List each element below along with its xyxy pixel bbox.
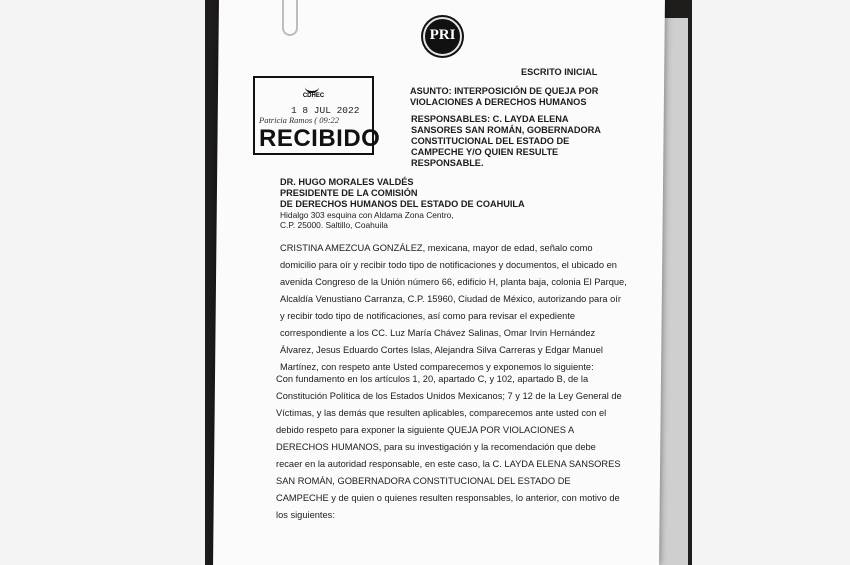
paragraph-line: CRISTINA AMEZCUA GONZÁLEZ, mexicana, mayor de edad, señalo como: [280, 243, 593, 253]
paragraph-line: Martínez, con respeto ante Usted comparecemos y exponemos lo siguiente:: [280, 362, 594, 372]
paragraph-line: Víctimas, y las demás que resulten aplicables, comparecemos ante usted con el: [276, 408, 607, 418]
paragraph-line: avenida Congreso de la Unión número 66, edificio H, planta baja, colonia El Parque,: [280, 277, 627, 287]
asunto-line1: ASUNTO: INTERPOSICIÓN DE QUEJA POR: [410, 86, 599, 96]
paragraph-line: Constitución Política de los Estados Unidos Mexicanos; 7 y 12 de la Ley General de: [276, 391, 622, 401]
logo-text: PRI: [429, 27, 456, 43]
paragraph-line: recaer en la autoridad responsable, en este caso, la C. LAYDA ELENA SANSORES: [276, 459, 621, 469]
responsables-line3: CONSTITUCIONAL DEL ESTADO DE: [411, 136, 570, 146]
paragraph-line: SAN ROMÁN, GOBERNADORA CONSTITUCIONAL DEL ESTADO DE: [276, 476, 571, 486]
paragraph-line: Álvarez, Jesus Eduardo Cortes Islas, Alejandra Silva Carreras y Edgar Manuel: [280, 345, 603, 355]
paragraph-line: domicilio para oír y recibir todo tipo de notificaciones y documentos, el ubicado en: [280, 260, 617, 270]
paragraph-line: y recibir todo tipo de notificaciones, así como para revisar el expediente: [280, 311, 576, 321]
escrito-inicial: ESCRITO INICIAL: [521, 67, 598, 77]
stamp-org: CDHEC: [302, 93, 325, 99]
stamp-signature: Patricia Ramos ( 09:22: [259, 115, 340, 125]
addressee-institution: DE DERECHOS HUMANOS DEL ESTADO DE COAHUILA: [280, 199, 525, 209]
responsables-line2: SANSORES SAN ROMÁN, GOBERNADORA: [411, 125, 601, 135]
paperclip-icon: [282, 0, 298, 36]
paragraph-line: correspondiente a los CC. Luz María Chávez Salinas, Omar Irvin Hernández: [280, 328, 596, 338]
background-left: [0, 0, 205, 565]
responsables-line5: RESPONSABLE.: [411, 158, 484, 168]
responsables-line4: CAMPECHE Y/O QUIEN RESULTE: [411, 147, 559, 157]
paragraph-line: Con fundamento en los artículos 1, 20, apartado C, y 102, apartado B, de la: [276, 374, 589, 384]
paragraph-line: CAMPECHE y de quien o quienes resulten responsables, lo anterior, con motivo de: [276, 493, 620, 503]
received-stamp: [253, 76, 381, 155]
paragraph-line: DERECHOS HUMANOS, para su investigación y la recomendación que debe: [276, 442, 596, 452]
party-logo: [423, 17, 462, 56]
addressee-city: C.P. 25000. Saltillo, Coahuila: [280, 220, 388, 230]
responsables-line1: RESPONSABLES: C. LAYDA ELENA: [411, 114, 569, 124]
paragraph-line: debido respeto para exponer la siguiente QUEJA POR VIOLACIONES A: [276, 425, 575, 435]
addressee-title: PRESIDENTE DE LA COMISIÓN: [280, 188, 418, 198]
stamp-emblem-icon: [305, 81, 319, 93]
paragraph-line: los siguientes:: [276, 510, 335, 520]
background-right: [692, 0, 850, 565]
paragraph-line: Alcaldía Venustiano Carranza, C.P. 15960, Ciudad de México, autorizando para oír: [280, 294, 621, 304]
addressee-name: DR. HUGO MORALES VALDÉS: [280, 177, 414, 187]
asunto-line2: VIOLACIONES A DERECHOS HUMANOS: [410, 97, 587, 107]
stamp-date: 1 8 JUL 2022: [291, 105, 360, 116]
addressee-address: Hidalgo 303 esquina con Aldama Zona Centro,: [280, 210, 454, 220]
stamp-word: RECIBIDO: [259, 125, 381, 152]
